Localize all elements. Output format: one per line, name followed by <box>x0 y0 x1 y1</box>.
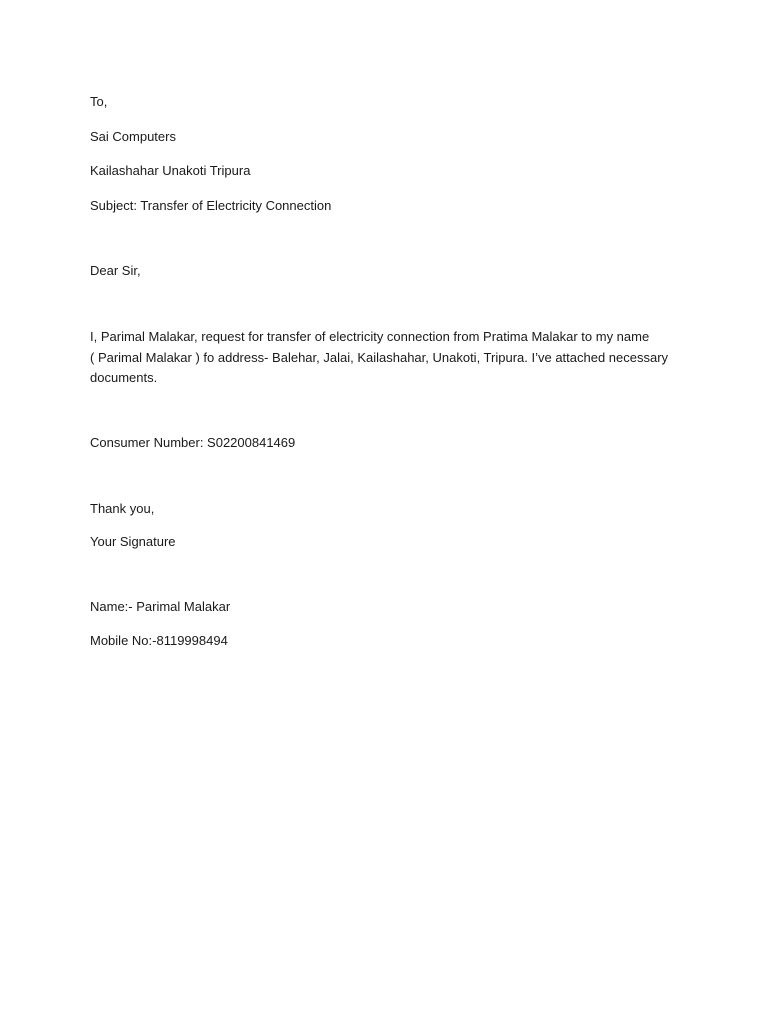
body-paragraph <box>90 327 669 389</box>
mobile-line: Mobile No:-8119998494 <box>90 633 228 648</box>
subject-line: Subject: Transfer of Electricity Connection <box>90 198 332 213</box>
signature-line: Your Signature <box>90 534 176 549</box>
body-line: documents. <box>90 370 158 385</box>
name-line: Name:- Parimal Malakar <box>90 599 231 614</box>
recipient-name: Sai Computers <box>90 129 176 144</box>
body-line: ( Parimal Malakar ) fo address- Balehar, Jalai, Kailashahar, Unakoti, Tripura. I’ve attached necessary <box>90 349 669 365</box>
to-line: To, <box>90 94 108 109</box>
consumer-number: Consumer Number: S02200841469 <box>90 435 296 450</box>
salutation: Dear Sir, <box>90 263 141 278</box>
closing-line: Thank you, <box>90 501 155 516</box>
body-line: I, Parimal Malakar, request for transfer of electricity connection from Pratima Malakar to my name <box>90 329 650 344</box>
recipient-address: Kailashahar Unakoti Tripura <box>90 163 251 178</box>
